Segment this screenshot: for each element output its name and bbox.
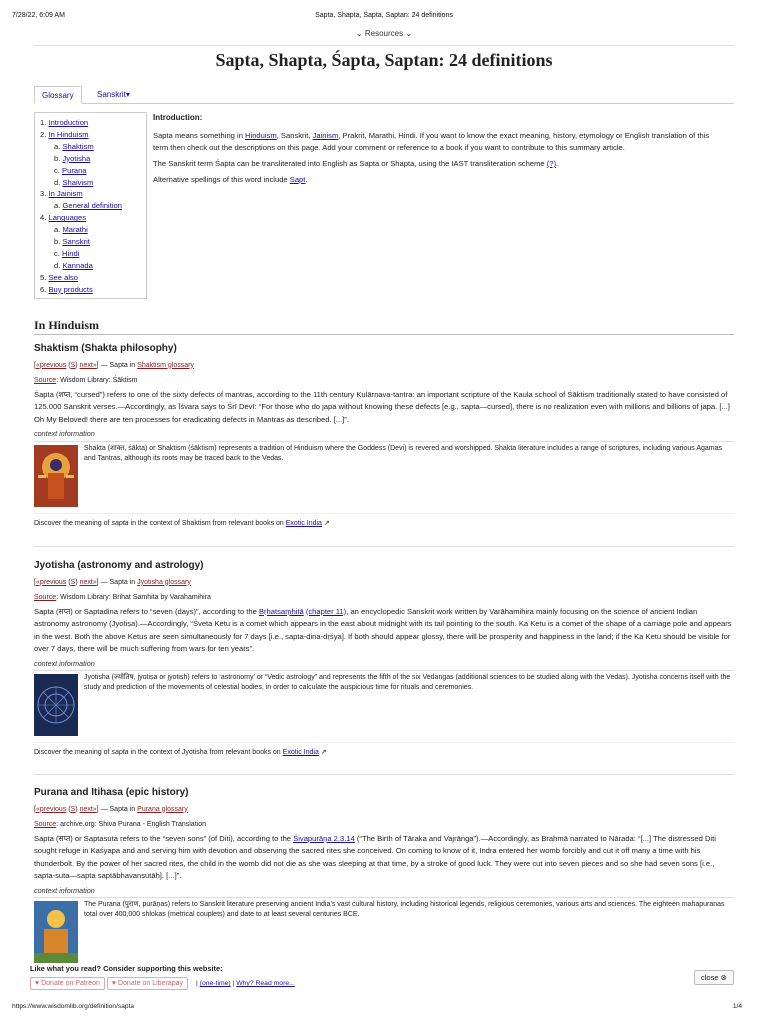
toc-number: b.: [54, 153, 61, 163]
entry-body: Śapta (शप्त, “cursed”) refers to one of the sixty defects of mantras, according to the 11th century Kulārṇava-tantra: an important scripture of the Kaula school of Śāktism traditionally stated to have consisted of 125.000 Sanskrit verses.—Accordingly, as Īśvara says to Śrī Devī: “For those who do japa without knowing these defects [e.g., sapta—cursed], there is no realization even with millions and billions of japa. [...] Oh My Beloved! there are ten processes for eradicating defects in Mantras as described. [...]”.: [34, 389, 730, 424]
page-title: Sapta, Shapta, Śapta, Saptan: 24 definitions: [215, 50, 553, 70]
toc-number: d.: [54, 260, 61, 270]
close-icon: ⊗: [720, 973, 727, 982]
entry-shaktism: [34, 343, 734, 530]
toc-number: c.: [54, 165, 60, 175]
toc-link[interactable]: Jyotisha: [62, 153, 91, 163]
context-information: [34, 670, 734, 740]
context-text: Shakta (शाक्त, śākta) or Shaktism (śāktism) represents a tradition of Hinduism where the Goddess (Devi) is revered and worshipped. Shakta literature includes a range of scriptures, including various Agamas and Tantras, although its roots may be traced back to the Vedas.: [84, 444, 722, 462]
print-header: [12, 12, 756, 22]
toc-link[interactable]: In Hinduism: [48, 129, 89, 139]
discover-text: in the context of Jyotisha from relevant books on: [128, 749, 283, 756]
print-url: https://www.wisdomlib.org/definition/sapta: [12, 1003, 135, 1010]
toc-number: 6.: [40, 284, 47, 294]
donate-patreon-label: Donate on Patreon: [41, 980, 100, 987]
tab-sanskrit-label: Sanskrit: [97, 90, 126, 99]
toc-number: c.: [54, 248, 60, 258]
chevron-down-icon: ⌄: [355, 29, 363, 38]
body-text: (“The Birth of Tāraka and Vajrāṅga”).—Accordingly, as Brahmā narrated to Nārada: “[...] The distressed Diti sought refuge in Kaśyapa and and serving him with devotion and observing the sacred rites she conceived. On coming to know of it, Indra entered her womb forcibly and cut it off many a time with his thunderbolt. By the power of her sacred rites, the child in the womb did not die as she was sleeping at that time, by a stroke of good luck. They were cut into seven pieces and so she had seven sons [i.e., sapta-suta—sapta saptābhavansutāḥ]. [...]”.: [34, 833, 716, 880]
toc-link[interactable]: Kannada: [62, 260, 93, 270]
nav-tail: — Sapta in: [98, 578, 138, 586]
toc-link[interactable]: Introduction: [48, 118, 89, 127]
toc-link[interactable]: Shaivism: [62, 177, 94, 187]
body-text: Sapta (सप्त) or Saptadina refers to “seven (days)”, according to the: [34, 606, 259, 616]
toc-number: 1.: [40, 118, 47, 127]
close-label: close: [701, 973, 719, 982]
discover-text: Discover the meaning of: [34, 749, 112, 756]
next-link[interactable]: next»: [79, 578, 97, 586]
letter-link[interactable]: S: [70, 578, 76, 586]
toc-number: a.: [54, 141, 61, 151]
toc-item: [40, 248, 141, 260]
source-text: : Wisdom Library: Brihat Samhita by Varahamihira: [56, 594, 211, 601]
context-label: context information: [34, 885, 95, 895]
jainism-link[interactable]: Jainism: [312, 131, 339, 140]
toc-link[interactable]: See also: [48, 272, 79, 282]
section-rule: [34, 334, 734, 335]
toc-item: [40, 188, 141, 200]
toc-number: 5.: [40, 272, 47, 282]
glossary-link[interactable]: Shaktism glossary: [137, 361, 194, 369]
next-link[interactable]: next»: [79, 805, 97, 813]
toc-number: a.: [54, 225, 61, 235]
toc-item: [40, 236, 141, 248]
toc-item: [40, 212, 141, 224]
intro-paragraph-1: [153, 130, 723, 154]
source-line: [34, 592, 734, 605]
entry-nav: [«previous (S) next»] — Sapta in Jyotisha glossary: [34, 578, 191, 586]
entry-body: [34, 606, 734, 656]
heart-icon: ♥: [35, 980, 40, 987]
nav-tail: — Sapta in: [98, 805, 138, 813]
toc-link[interactable]: In Jainism: [48, 189, 83, 199]
support-bar: [30, 964, 370, 990]
intro-text: The Sanskrit term Śapta can be transliterated into English as Sapta or Shapta, using the IAST transliteration scheme: [153, 159, 547, 168]
letter-link[interactable]: S: [70, 805, 76, 813]
sapt-link[interactable]: Sapt: [289, 175, 306, 184]
intro-text: Alternative spellings of this word include: [153, 175, 290, 184]
entry-jyotisha: [34, 560, 734, 760]
entry-title: Purana and Itihasa (epic history): [34, 787, 189, 798]
introduction: [153, 112, 723, 190]
discover-term: sapta: [111, 519, 129, 527]
table-of-contents: [34, 112, 147, 299]
toc-number: 3.: [40, 189, 47, 199]
toc-item: [40, 129, 141, 141]
intro-text: , Sanskrit,: [276, 131, 313, 140]
context-text: Jyotisha (ज्योतिष, jyotiṣa or jyotish) refers to ‘astronomy’ or “Vedic astrology” and represents the fifth of the six Vedangas (additional sciences to be studied along with the Vedas). Jyotisha concerns itself with the study and prediction of the movements of celestial bodies, in order to calculate the auspicious time for rituals and ceremonies.: [84, 674, 731, 691]
previous-link[interactable]: «previous: [35, 578, 67, 586]
toc-number: a.: [54, 201, 61, 211]
intro-text: .: [305, 175, 308, 184]
source-line: [34, 375, 734, 388]
toc-link[interactable]: General definition: [62, 201, 122, 211]
source-label: Source: [34, 594, 57, 601]
discover-text: in the context of Shaktism from relevant books on: [128, 519, 286, 527]
iast-help-link[interactable]: (?): [546, 159, 556, 168]
donate-patreon-button[interactable]: [30, 977, 105, 990]
source-label: Source: [34, 821, 57, 828]
close-button[interactable]: [694, 970, 734, 985]
one-time-link[interactable]: (one-time): [199, 980, 231, 987]
toc-link[interactable]: Marathi: [62, 225, 88, 235]
toc-link[interactable]: Languages: [48, 213, 87, 223]
heart-icon: ♥: [111, 980, 117, 987]
intro-paragraph-2: [153, 158, 723, 170]
goddess-image: [34, 445, 78, 507]
previous-link[interactable]: «previous: [35, 361, 67, 369]
separator: |: [196, 980, 198, 987]
intro-text: .: [555, 159, 559, 168]
tab-sanskrit[interactable]: [90, 86, 137, 104]
source-label: Source: [34, 377, 57, 384]
toc-number: 2.: [40, 129, 47, 139]
discover-line: [34, 742, 734, 760]
nav-tail: — Sapta in: [98, 361, 138, 369]
intro-paragraph-3: [153, 174, 723, 186]
intro-text: , Prakrit, Marathi, Hindi. If you want to know the exact meaning, history, etymology or English translation of this term then check out the descriptions on this page. Add your comment or reference to a book if you want to contribute to this summary article.: [153, 131, 710, 152]
discover-term: sapta: [111, 749, 129, 756]
toc-item: [40, 141, 141, 153]
entry-body: [34, 833, 734, 883]
entry-nav: [«previous (S) next»] — Sapta in Shaktism glossary: [34, 361, 194, 369]
toc-link[interactable]: Buy products: [48, 284, 93, 294]
source-text: : archive.org: Shiva Purana - English Translation: [56, 821, 206, 828]
section-heading-hinduism: In Hinduism: [34, 318, 100, 332]
entry-title: Shaktism (Shakta philosophy): [34, 343, 177, 354]
entry-nav: [«previous (S) next»] — Sapta in Purana glossary: [34, 805, 188, 813]
context-text: The Purana (पुराण, purāṇas) refers to Sanskrit literature preserving ancient India’s vast cultural history, including historical legends, religious ceremonies, various arts and sciences. The eighteen mahapuranas total over 400,000 shlokas (metrical couplets) and date to at least several centuries BCE.: [84, 901, 725, 918]
toc-item: [40, 200, 141, 212]
source-line: [34, 819, 734, 832]
toc-link[interactable]: Shaktism: [62, 141, 94, 151]
toc-item: [40, 165, 141, 177]
glossary-link[interactable]: Purana glossary: [137, 805, 188, 813]
chevron-down-icon: ⌄: [405, 29, 413, 38]
entry-divider: [34, 546, 734, 547]
exotic-india-link[interactable]: Exotic India: [285, 519, 322, 527]
toc-link[interactable]: Hindi: [62, 248, 80, 258]
discover-text: Discover the meaning of: [34, 519, 112, 527]
brhatsamhita-link[interactable]: Bṛhatsaṃhitā: [258, 606, 304, 616]
context-information: [34, 441, 734, 511]
discover-line: [34, 513, 734, 531]
print-page-number: 1/4: [732, 1003, 742, 1010]
caret-down-icon: ▾: [125, 90, 130, 99]
print-doc-title: Sapta, Shapta, Śapta, Saptan: 24 definitions: [315, 12, 453, 19]
toc-item: [40, 117, 141, 129]
tab-glossary[interactable]: Glossary: [34, 86, 82, 104]
toc-item: [40, 153, 141, 165]
context-label: context information: [34, 658, 95, 668]
body-text: , an encyclopedic Sanskrit work written by Varāhamihira mainly focusing on the science of ancient Indian astronomy astronomy (Jyotiṣa).—Accordingly, “Śveta Ketu is a comet which appears in the east about midnight with its tail pointing to the south. Ka Ketu is a comet of the shape of a carriage pole and appears in the west. Both the above Ketus are seen simultaneously for 7 days [i.e., sapta-dina-dṛśya]. If both should appear glossy, there will be prosperity and happiness in the land; if the Ka Ketu should be visible for over 7 days, there will be much suffering from wars for ten years”.: [34, 606, 732, 653]
body-text: Sapta (सप्त) or Saptasuta refers to the “seven sons” (of Diti), according to the: [34, 833, 294, 843]
intro-heading: Introduction:: [153, 113, 203, 122]
entry-purana: [34, 787, 734, 959]
source-text: : Wisdom Library: Śāktism: [56, 377, 138, 384]
print-footer: [12, 1003, 756, 1010]
context-information: [34, 897, 734, 959]
toc-link[interactable]: Sanskrit: [62, 237, 90, 247]
chapter-link[interactable]: (chapter 11): [305, 606, 347, 616]
support-label: Like what you read? Consider supporting this website:: [30, 964, 223, 973]
donate-liberapay-button[interactable]: [107, 977, 188, 990]
toc-item: [40, 224, 141, 236]
sivapurana-link[interactable]: Śivapurāṇa 2.3.14: [293, 833, 355, 843]
toc-item: [40, 260, 141, 272]
entry-divider: [34, 774, 734, 775]
glossary-link[interactable]: Jyotisha glossary: [137, 578, 191, 586]
external-link-icon: ↗: [323, 519, 330, 527]
toc-item: [40, 177, 141, 189]
support-links: | (one-time) | Why? Read more...: [196, 980, 295, 987]
toc-number: d.: [54, 177, 61, 187]
next-link[interactable]: next»: [79, 361, 97, 369]
toc-item: [40, 272, 141, 284]
previous-link[interactable]: «previous: [35, 805, 67, 813]
intro-text: Sapta means something in: [153, 131, 246, 140]
print-datetime: 7/28/22, 6:09 AM: [12, 12, 65, 19]
donate-liberapay-label: Donate on Liberapay: [117, 980, 183, 987]
purana-painting-image: [34, 901, 78, 963]
external-link-icon: ↗: [320, 749, 327, 756]
resources-menu[interactable]: [0, 29, 768, 38]
tab-bar: [34, 86, 734, 104]
toc-number: 4.: [40, 213, 47, 223]
hinduism-link[interactable]: Hinduism: [245, 131, 277, 140]
title-rule: [34, 45, 734, 46]
toc-link[interactable]: Purana: [62, 165, 87, 175]
toc-number: b.: [54, 237, 61, 247]
toc-item: [40, 284, 141, 296]
why-read-more-link[interactable]: Why? Read more...: [236, 980, 295, 987]
exotic-india-link[interactable]: Exotic India: [282, 749, 319, 756]
entry-title: Jyotisha (astronomy and astrology): [34, 560, 204, 571]
astrology-chart-image: [34, 674, 78, 736]
context-label: context information: [34, 429, 95, 438]
resources-label: Resources: [364, 29, 404, 38]
letter-link[interactable]: S: [70, 361, 76, 369]
